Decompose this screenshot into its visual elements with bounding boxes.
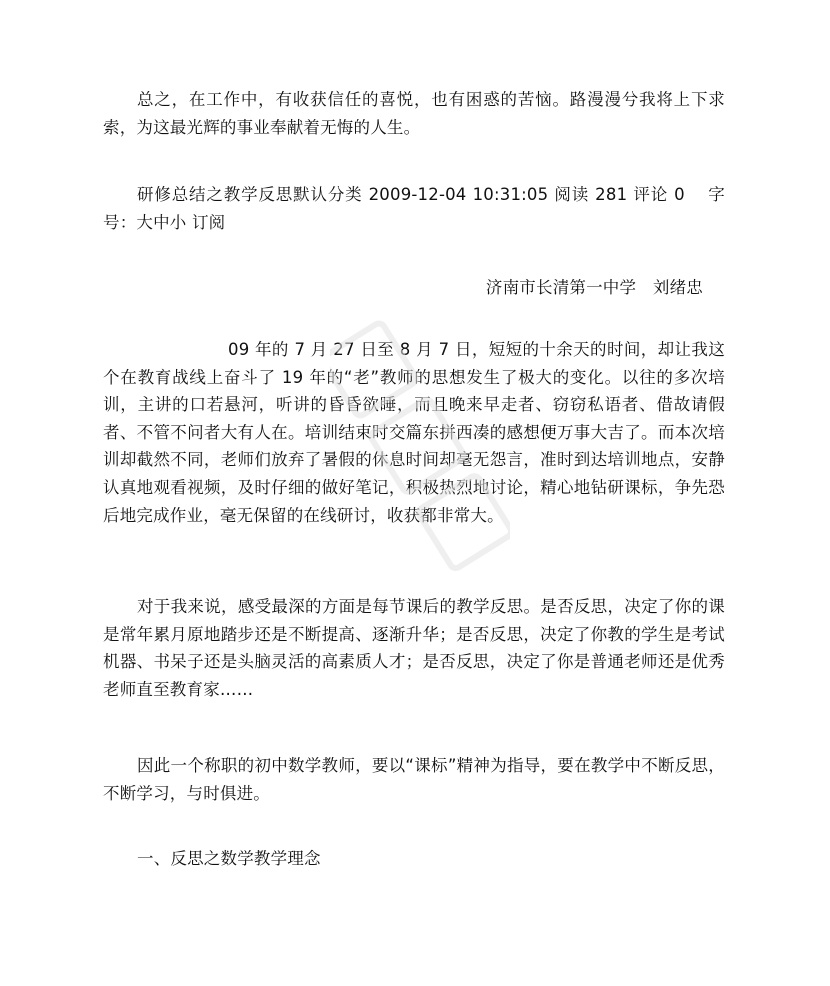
training-paragraph-text: 09 年的 7 月 27 日至 8 月 7 日，短短的十余天的时间，却让我这个在教育战线上奋斗了 19 年的“老”教师的思想发生了极大的变化。以往的多次培训，主讲的口若悬河，听讲的昏昏欲睡，而且晚来早走者、窃窃私语者、借故请假者、不管不问者大有人在。培训结束时交篇东拼西凑的感想便万事大吉了。而本次培训却截然不同，老师们放弃了暑假的休息时间却毫无怨言，准时到达培训地点，安静认真地观看视频，及时仔细的做好笔记，积极热烈地讨论，精心地钻研课标，争先恐后地完成作业，毫无保留的在线研讨，收获都非常大。 — [103, 340, 725, 525]
section-heading: 一、反思之数学教学理念 — [137, 849, 321, 868]
reflection-paragraph: 对于我来说，感受最深的方面是每节课后的教学反思。是否反思，决定了你的课是常年累月原地踏步还是不断提高、逐渐升华；是否反思，决定了你教的学生是考试机器、书呆子还是头脑灵活的高素质人才；是否反思，决定了你是普通老师还是优秀老师直至教育家…… — [103, 597, 725, 699]
conclusion-paragraph: 因此一个称职的初中数学教师，要以“课标”精神为指导，要在教学中不断反思，不断学习，与时俱进。 — [103, 756, 725, 803]
blog-meta-line: 研修总结之教学反思默认分类 2009-12-04 10:31:05 阅读 281 评论 0 字号：大中小 订阅 — [103, 185, 725, 232]
training-paragraph — [103, 336, 725, 529]
author-line: 济南市长清第一中学 刘绪忠 — [485, 278, 703, 297]
closing-paragraph: 总之，在工作中，有收获信任的喜悦，也有困惑的苦恼。路漫漫兮我将上下求索，为这最光辉的事业奉献着无悔的人生。 — [103, 90, 725, 137]
